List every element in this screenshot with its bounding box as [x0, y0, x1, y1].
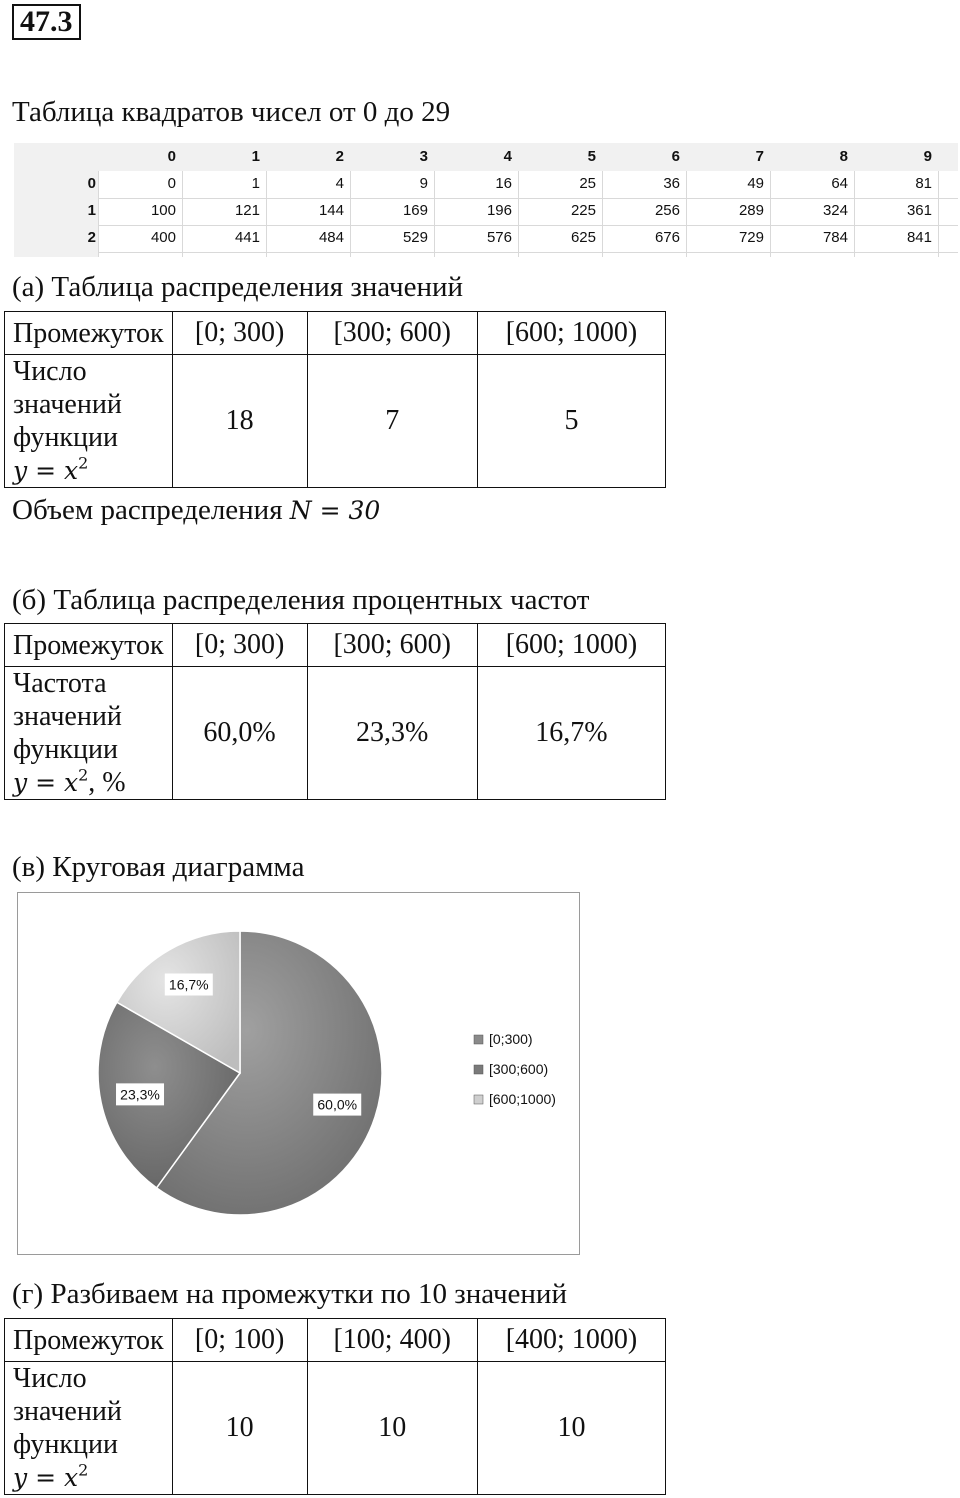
sheet-cell: 400 [150, 229, 176, 246]
count-cell: 10 [172, 1362, 307, 1495]
sheet-cell: 25 [579, 175, 596, 192]
sheet-row-header: 0 [87, 175, 96, 192]
count-cell: 5 [477, 355, 665, 488]
data-label [165, 974, 213, 996]
sheet-cell: 729 [738, 229, 764, 246]
row-label-line: значений [13, 701, 122, 732]
interval-cell: [300; 600) [307, 624, 477, 667]
legend-swatch [474, 1065, 483, 1074]
data-label [116, 1083, 164, 1105]
row-label [5, 1362, 173, 1495]
row-label-line: функции [13, 734, 118, 765]
sheet-cell: 169 [402, 202, 428, 219]
sheet-cell: 81 [915, 175, 932, 192]
svg-text:23,3%: 23,3% [120, 1086, 160, 1103]
sheet-col-header: 7 [755, 148, 764, 165]
formula: y = x [13, 456, 79, 485]
sheet-col-header: 9 [923, 148, 932, 165]
interval-header: Промежуток [5, 624, 173, 667]
sheet-cell: 64 [831, 175, 848, 192]
interval-cell: [100; 400) [307, 1319, 477, 1362]
squares-heading: Таблица квадратов чисел от 0 до 29 [12, 96, 451, 128]
section-b-heading: (б) Таблица распределения процентных частот [12, 584, 590, 616]
formula-exponent: 2 [78, 453, 89, 473]
sheet-cell: 324 [822, 202, 848, 219]
svg-text:16,7%: 16,7% [168, 976, 209, 993]
volume-text: Объем распределения [12, 494, 290, 526]
interval-cell: [300; 600) [307, 312, 477, 355]
legend-label: [300;600) [489, 1061, 549, 1077]
percent-cell: 23,3% [307, 667, 477, 800]
row-label-line: функции [13, 422, 118, 453]
sheet-cell: 576 [486, 229, 512, 246]
table-row [5, 667, 666, 800]
row-label [5, 355, 173, 488]
row-label-line: Частота [13, 668, 107, 699]
sheet-col-header: 6 [671, 148, 680, 165]
sheet-col-header: 0 [167, 148, 176, 165]
table-header-row [5, 624, 666, 667]
formula-exponent: 2 [78, 765, 89, 785]
row-label-line: значений [13, 1396, 122, 1427]
volume-formula: N = 30 [289, 496, 381, 525]
problem-number: 47.3 [12, 4, 81, 40]
interval-cell: [600; 1000) [477, 624, 665, 667]
legend-label: [0;300) [489, 1031, 533, 1047]
sheet-cell: 289 [738, 202, 764, 219]
sheet-cell: 144 [318, 202, 344, 219]
interval-cell: [0; 300) [172, 312, 307, 355]
formula: y = x [13, 768, 79, 797]
pie-chart [18, 893, 579, 1254]
formula-suffix: , % [88, 767, 126, 798]
sheet-cell: 0 [167, 175, 176, 192]
sheet-gridline [98, 252, 958, 253]
sheet-col-header: 4 [503, 148, 512, 165]
equal-count-table [4, 1318, 666, 1495]
section-a-heading: (а) Таблица распределения значений [12, 271, 464, 303]
row-label-line: Число [13, 356, 87, 387]
sheet-col-header: 5 [587, 148, 596, 165]
formula-exponent: 2 [78, 1460, 89, 1480]
sheet-cell: 9 [419, 175, 428, 192]
interval-cell: [0; 300) [172, 624, 307, 667]
svg-text:60,0%: 60,0% [317, 1096, 358, 1113]
legend-swatch [474, 1035, 483, 1044]
volume-line [12, 493, 380, 528]
interval-cell: [600; 1000) [477, 312, 665, 355]
sheet-col-header: 2 [335, 148, 344, 165]
interval-cell: [400; 1000) [477, 1319, 665, 1362]
sheet-cell: 121 [234, 202, 260, 219]
count-cell: 7 [307, 355, 477, 488]
distribution-table [4, 311, 666, 488]
row-label [5, 667, 173, 800]
count-cell: 18 [172, 355, 307, 488]
sheet-cell: 1 [251, 175, 260, 192]
table-row [5, 1362, 666, 1495]
sheet-cell: 4 [335, 175, 344, 192]
interval-cell: [0; 100) [172, 1319, 307, 1362]
sheet-cell: 100 [150, 202, 176, 219]
row-label-line: функции [13, 1429, 118, 1460]
legend-swatch [474, 1095, 483, 1104]
row-label-line: Число [13, 1363, 87, 1394]
percent-table [4, 623, 666, 800]
sheet-cell: 484 [318, 229, 344, 246]
sheet-cell: 841 [906, 229, 932, 246]
sheet-cell: 676 [654, 229, 680, 246]
sheet-cell: 625 [570, 229, 596, 246]
sheet-col-header: 1 [251, 148, 260, 165]
squares-spreadsheet [14, 143, 958, 257]
section-d-heading: (г) Разбиваем на промежутки по 10 значений [12, 1278, 567, 1310]
sheet-cell: 225 [570, 202, 596, 219]
sheet-cell: 529 [402, 229, 428, 246]
legend-label: [600;1000) [489, 1091, 556, 1107]
sheet-cell: 16 [495, 175, 512, 192]
data-label [313, 1094, 361, 1116]
interval-header: Промежуток [5, 1319, 173, 1362]
formula: y = x [13, 1463, 79, 1492]
pie-chart-frame [17, 892, 580, 1255]
sheet-cell: 361 [906, 202, 932, 219]
sheet-col-header: 3 [419, 148, 428, 165]
table-header-row [5, 1319, 666, 1362]
sheet-cell: 49 [747, 175, 764, 192]
sheet-col-header: 8 [839, 148, 848, 165]
sheet-cell: 36 [663, 175, 680, 192]
sheet-cell: 196 [486, 202, 512, 219]
sheet-cell: 784 [822, 229, 848, 246]
sheet-gridline [938, 171, 939, 257]
interval-header: Промежуток [5, 312, 173, 355]
sheet-row-header: 1 [87, 202, 96, 219]
percent-cell: 60,0% [172, 667, 307, 800]
section-c-heading: (в) Круговая диаграмма [12, 851, 305, 883]
sheet-row-header: 2 [87, 229, 96, 246]
row-label-line: значений [13, 389, 122, 420]
percent-cell: 16,7% [477, 667, 665, 800]
count-cell: 10 [307, 1362, 477, 1495]
table-row [5, 355, 666, 488]
sheet-cell: 256 [654, 202, 680, 219]
sheet-cell: 441 [234, 229, 260, 246]
count-cell: 10 [477, 1362, 665, 1495]
table-header-row [5, 312, 666, 355]
